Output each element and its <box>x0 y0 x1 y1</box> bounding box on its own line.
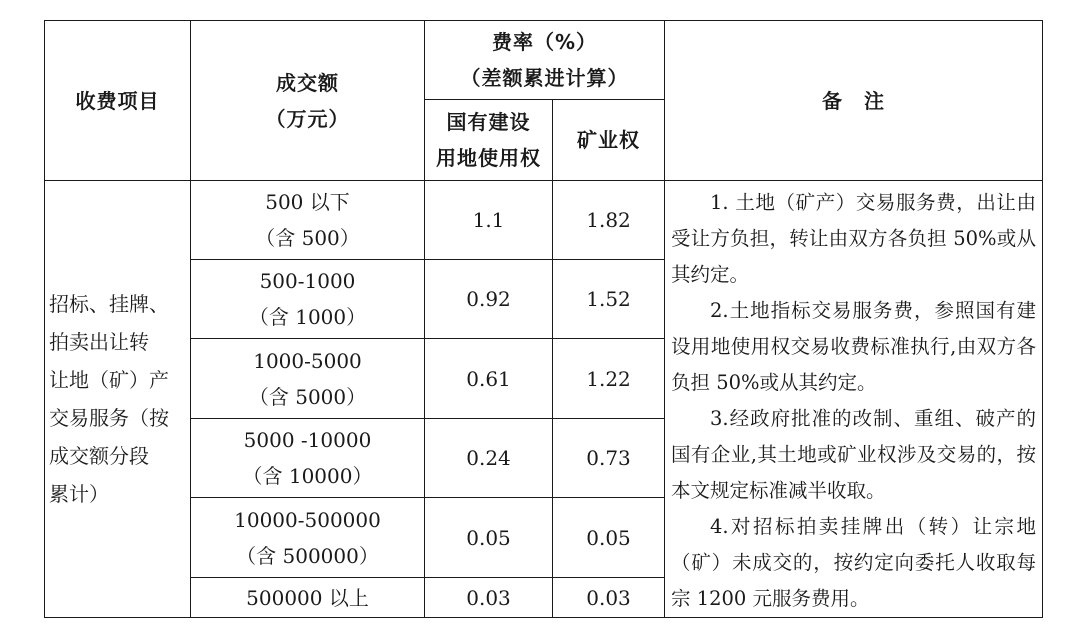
amount-range: 500-1000 <box>259 269 356 293</box>
fee-table <box>44 20 1043 618</box>
amount-range: 10000-500000 <box>234 507 381 532</box>
amount-range: 5000 -10000 <box>243 428 372 452</box>
item-line: 拍卖出让转 <box>49 330 149 354</box>
mining-rate-cell: 0.73 <box>553 419 665 498</box>
amount-inclusive: （含 5000） <box>248 384 367 409</box>
amount-cell <box>191 419 425 498</box>
fee-item-cell <box>45 181 191 618</box>
note-paragraph: 4.对招标拍卖挂牌出（转）让宗地（矿）未成交的，按约定向委托人收取每宗 1200 元服务费用。 <box>671 515 1036 610</box>
notes-cell <box>665 181 1043 618</box>
header-land-rate <box>425 100 553 181</box>
amount-inclusive: （含 500） <box>255 226 360 250</box>
land-rate-cell: 0.92 <box>425 260 553 339</box>
amount-inclusive: （含 500000） <box>236 543 379 568</box>
amount-cell <box>191 498 425 578</box>
mining-rate-cell: 1.82 <box>553 181 665 260</box>
header-mining-rate: 矿业权 <box>553 100 665 181</box>
item-line: 让地（矿）产 <box>49 368 169 392</box>
land-rate-cell: 0.61 <box>425 339 553 419</box>
header-amount-line1: 成交额 <box>276 70 339 95</box>
mining-rate-cell: 0.03 <box>553 578 665 618</box>
header-land-line2: 用地使用权 <box>436 146 541 170</box>
header-rate-line2: （差额累进计算） <box>460 66 629 90</box>
header-rate-line1: 费率（%） <box>491 30 598 54</box>
land-rate-cell: 0.24 <box>425 419 553 498</box>
amount-cell: 500000 以上 <box>191 578 425 618</box>
note-paragraph: 2.土地指标交易服务费，参照国有建设用地使用权交易收费标准执行,由双方各负担 50%或从其约定。 <box>671 299 1036 394</box>
item-line: 交易服务（按 <box>49 406 169 430</box>
mining-rate-cell: 0.05 <box>553 498 665 578</box>
item-line: 成交额分段 <box>49 444 149 468</box>
table-row <box>45 181 1043 260</box>
header-notes: 备 注 <box>665 21 1043 181</box>
item-line: 累计） <box>49 482 109 506</box>
mining-rate-cell: 1.22 <box>553 339 665 419</box>
header-amount-line2: （万元） <box>265 106 350 131</box>
note-paragraph: 1. 土地（矿产）交易服务费，出让由受让方负担，转让由双方各负担 50%或从其约定。 <box>671 191 1036 286</box>
amount-range: 1000-5000 <box>253 348 362 373</box>
amount-cell <box>191 181 425 260</box>
item-line: 招标、挂牌、 <box>49 292 169 316</box>
amount-inclusive: （含 1000） <box>248 305 367 329</box>
amount-cell <box>191 260 425 339</box>
amount-range: 500 以下 <box>265 190 350 214</box>
amount-inclusive: （含 10000） <box>242 464 373 488</box>
mining-rate-cell: 1.52 <box>553 260 665 339</box>
header-item: 收费项目 <box>45 21 191 181</box>
header-amount <box>191 21 425 181</box>
land-rate-cell: 0.05 <box>425 498 553 578</box>
land-rate-cell: 0.03 <box>425 578 553 618</box>
land-rate-cell: 1.1 <box>425 181 553 260</box>
header-rate <box>425 21 665 100</box>
amount-cell <box>191 339 425 419</box>
note-paragraph: 3.经政府批准的改制、重组、破产的国有企业,其土地或矿业权涉及交易的，按本文规定标准减半收取。 <box>671 407 1036 502</box>
header-land-line1: 国有建设 <box>446 110 531 134</box>
